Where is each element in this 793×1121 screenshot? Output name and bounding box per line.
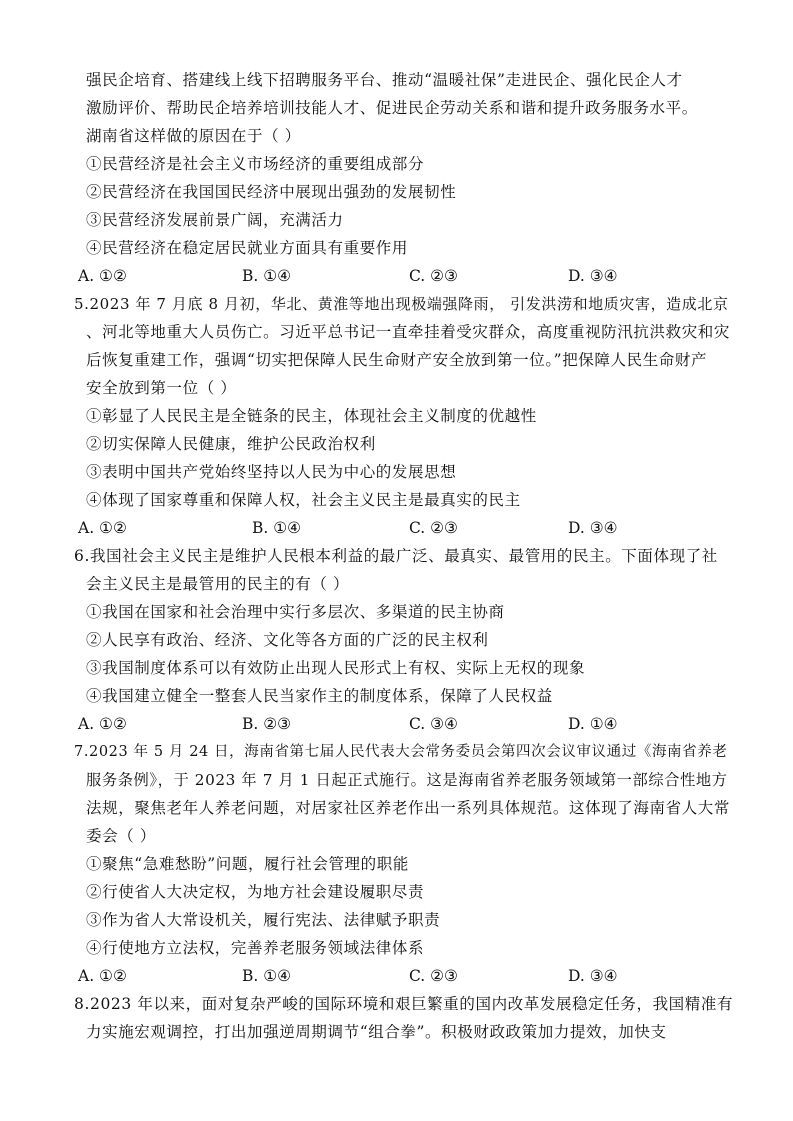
q4-stem-line-1: 强民企培育、搭建线上线下招聘服务平台、推动“温暖社保”走进民企、强化民企人才 [86,71,683,89]
q7-statement-3: ③作为省人大常设机关，履行宪法、法律赋予职责 [86,911,441,929]
q8-stem-line-2: 力实施宏观调控，打出加强逆周期调节“组合拳”。积极财政政策加力提效，加快支 [86,1023,667,1041]
q7-statement-2: ②行使省人大决定权，为地方社会建设履职尽责 [86,883,425,901]
q5-option-a[interactable]: A. ①② [78,519,127,537]
q6-statement-2: ②人民享有政治、经济、文化等各方面的广泛的民主权利 [86,631,489,649]
q5-options [78,518,718,538]
q4-statement-1: ①民营经济是社会主义市场经济的重要组成部分 [86,155,425,173]
q4-statement-3: ③民营经济发展前景广阔，充满活力 [86,211,344,229]
q5-statement-1: ①彰显了人民民主是全链条的民主，体现社会主义制度的优越性 [86,407,537,425]
q5-stem-line-3: 后恢复重建工作，强调“切实把保障人民生命财产安全放到第一位。”把保障人民生命财产 [86,351,708,369]
q4-option-a[interactable]: A. ①② [78,267,127,285]
q4-stem-line-2: 激励评价、帮助民企培养培训技能人才、促进民企劳动关系和谐和提升政务服务水平。 [86,99,698,117]
q6-option-c[interactable]: C. ③④ [409,715,458,733]
q6-statement-4: ④我国建立健全一整套人民当家作主的制度体系，保障了人民权益 [86,687,553,705]
q4-stem-line-3: 湖南省这样做的原因在于（ ） [86,127,301,145]
q6-option-b[interactable]: B. ②③ [242,715,292,733]
q5-statement-2: ②切实保障人民健康，维护公民政治权利 [86,435,376,453]
q7-stem-line-1: 7.2023 年 5 月 24 日，海南省第七届人民代表大会常务委员会第四次会议审议通过《海南省养老 [74,744,728,760]
q4-option-d[interactable]: D. ③④ [568,267,618,285]
q7-option-a[interactable]: A. ①② [78,967,127,985]
q4-options [78,266,718,286]
q7-option-d[interactable]: D. ③④ [568,967,618,985]
q5-statement-4: ④体现了国家尊重和保障人权，社会主义民主是最真实的民主 [86,491,521,509]
q7-statement-1: ①聚焦“急难愁盼”问题，履行社会管理的职能 [86,855,409,873]
q7-stem-line-3: 法规，聚焦老年人养老问题，对居家社区养老作出一系列具体规范。这体现了海南省人大常 [86,799,731,817]
q7-stem-line-4: 委会（ ） [86,827,156,845]
q7-stem-line-2: 服务条例》，于 2023 年 7 月 1 日起正式施行。这是海南省养老服务领域第一部综合性地方 [86,771,728,789]
q5-stem-line-4: 安全放到第一位（ ） [86,379,237,397]
q7-option-b[interactable]: B. ①④ [242,967,292,985]
q6-options [78,714,718,734]
q6-option-d[interactable]: D. ①④ [568,715,618,733]
q5-option-b[interactable]: B. ①④ [252,519,302,537]
q6-option-a[interactable]: A. ①② [78,715,127,733]
q6-statement-3: ③我国制度体系可以有效防止出现人民形式上有权、实际上无权的现象 [86,659,586,677]
q7-options [78,966,718,986]
q4-option-c[interactable]: C. ②③ [409,267,458,285]
q4-statement-2: ②民营经济在我国国民经济中展现出强劲的发展韧性 [86,183,457,201]
q5-option-c[interactable]: C. ②③ [409,519,458,537]
q8-stem-line-1: 8.2023 年以来，面对复杂严峻的国际环境和艰巨繁重的国内改革发展稳定任务，我国精准有 [74,995,734,1013]
q4-option-b[interactable]: B. ①④ [242,267,292,285]
q6-stem-line-2: 会主义民主是最管用的民主的有（ ） [86,575,350,593]
q5-option-d[interactable]: D. ③④ [568,519,618,537]
q6-stem-line-1: 6.我国社会主义民主是维护人民根本利益的最广泛、最真实、最管用的民主。下面体现了社 [74,547,718,565]
q4-statement-4: ④民营经济在稳定居民就业方面具有重要作用 [86,239,409,257]
q7-statement-4: ④行使地方立法权，完善养老服务领域法律体系 [86,939,425,957]
q5-statement-3: ③表明中国共产党始终坚持以人民为中心的发展思想 [86,463,457,481]
q6-statement-1: ①我国在国家和社会治理中实行多层次、多渠道的民主协商 [86,603,505,621]
q5-stem-line-2: 、河北等地重大人员伤亡。习近平总书记一直牵挂着受灾群众，高度重视防汛抗洪救灾和灾 [86,323,731,341]
q5-stem-line-1: 5.2023 年 7 月底 8 月初，华北、黄淮等地出现极端强降雨， 引发洪涝和地质灾害，造成北京 [74,295,729,313]
q7-option-c[interactable]: C. ②③ [409,967,458,985]
